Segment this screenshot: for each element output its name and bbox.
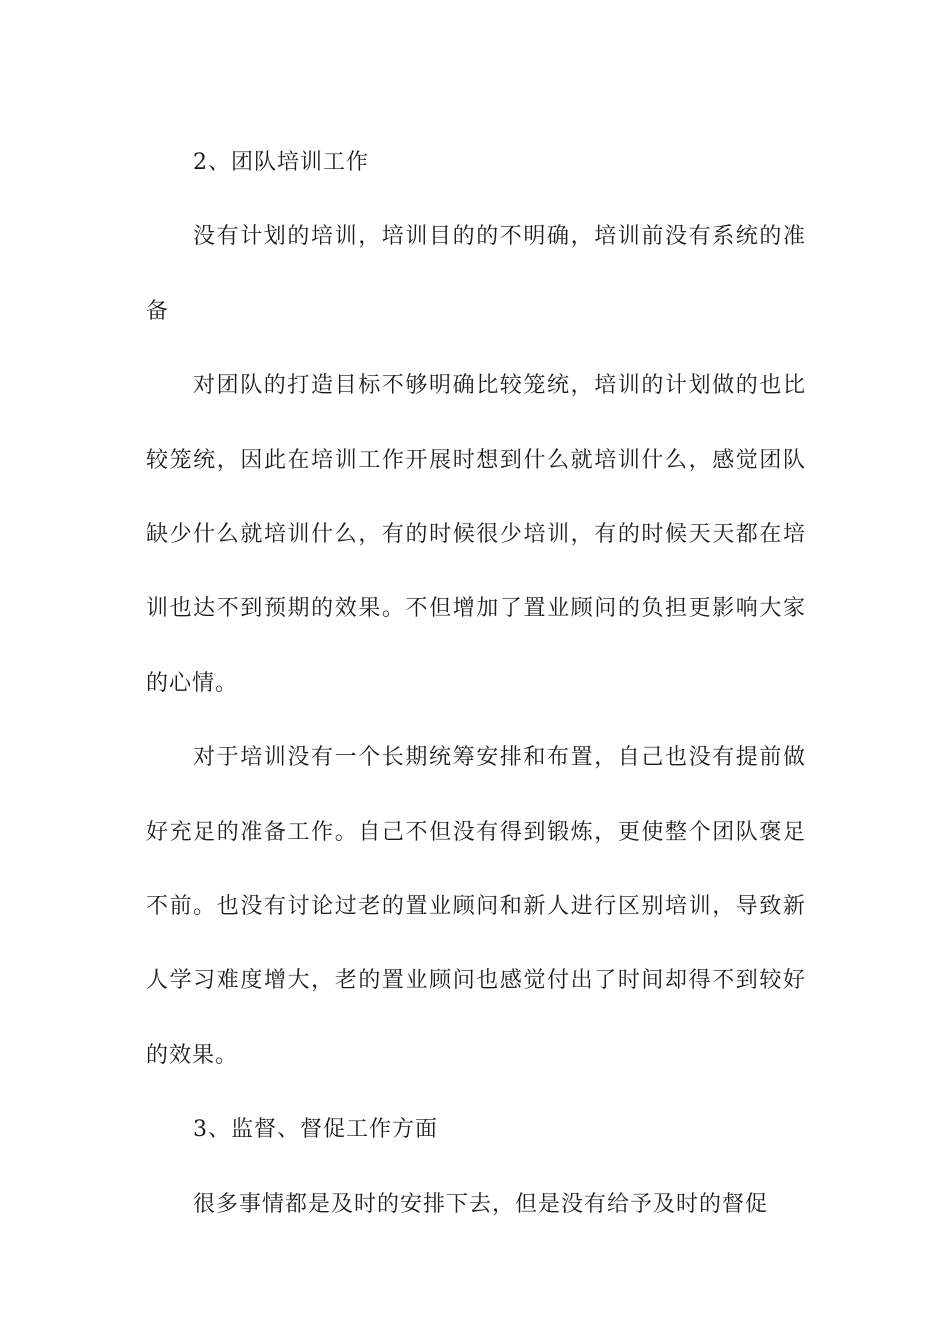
section-heading-team-training: 2、团队培训工作 [193,150,369,175]
paragraph-supervision-followup: 很多事情都是及时的安排下去，但是没有给予及时的督促 [193,1191,769,1217]
document-body [146,126,806,1242]
paragraph-team-goal-vague: 对团队的打造目标不够明确比较笼统，培训的计划做的也比较笼统，因此在培训工作开展时想到什么就培训什么，感觉团队缺少什么就培训什么，有的时候很少培训，有的时候天天都在培训也达不到预期的效果。不但增加了置业顾问的负担更影响大家的心情。 [146,373,806,696]
paragraph-no-long-term-arrangement: 对于培训没有一个长期统筹安排和布置，自己也没有提前做好充足的准备工作。自己不但没有得到锻炼，更使整个团队褒足不前。也没有讨论过老的置业顾问和新人进行区别培训，导致新人学习难度增大，老的置业顾问也感觉付出了时间却得不到较好的效果。 [146,745,806,1068]
paragraph-training-no-plan: 没有计划的培训，培训目的的不明确，培训前没有系统的准备 [146,224,806,324]
section-heading-supervision: 3、监督、督促工作方面 [193,1117,438,1143]
